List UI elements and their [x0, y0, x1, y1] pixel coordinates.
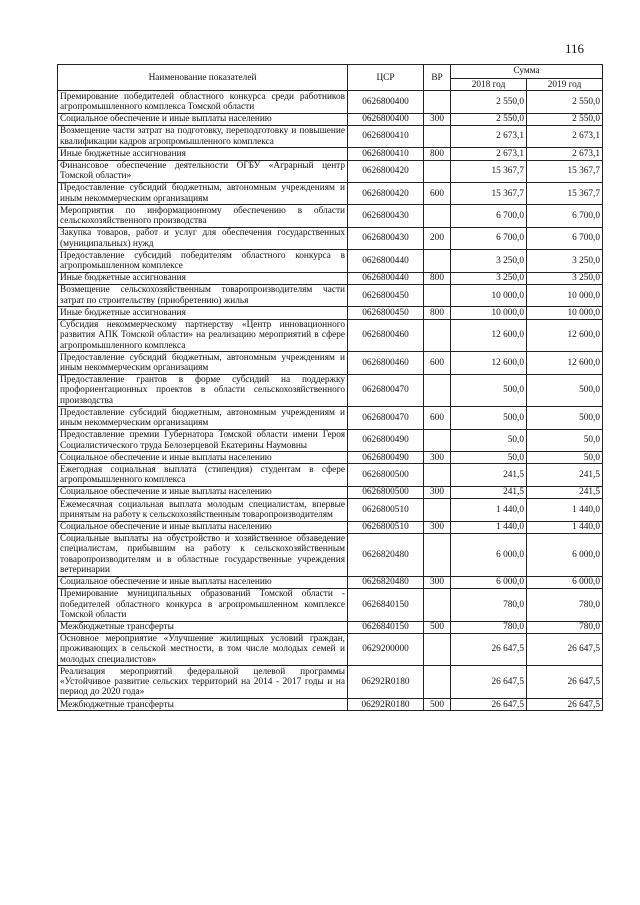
row-code-cell: 0626800440 — [348, 250, 424, 272]
row-2018-cell: 6 000,0 — [451, 576, 527, 588]
table-row — [58, 250, 603, 272]
row-2018-cell: 15 367,7 — [451, 182, 527, 204]
row-2019-cell: 12 600,0 — [527, 352, 603, 374]
row-code-cell: 0626840150 — [348, 588, 424, 621]
row-2019-cell: 2 550,0 — [527, 91, 603, 113]
table-row — [58, 319, 603, 352]
row-vr-cell — [424, 125, 451, 147]
row-code-cell: 0626800510 — [348, 499, 424, 521]
row-name-cell: Предоставление субсидий бюджетным, автономным учреждениям и иным некоммерческим организациям — [58, 352, 348, 374]
row-name-cell: Предоставление субсидий бюджетным, автономным учреждениям и иным некоммерческим организациям — [58, 182, 348, 204]
row-2019-cell: 6 000,0 — [527, 533, 603, 576]
row-vr-cell — [424, 588, 451, 621]
row-2018-cell: 12 600,0 — [451, 319, 527, 352]
row-2018-cell: 3 250,0 — [451, 272, 527, 284]
table-row — [58, 633, 603, 666]
header-name: Наименование показателей — [58, 65, 348, 91]
row-vr-cell — [424, 429, 451, 451]
row-vr-cell: 300 — [424, 576, 451, 588]
row-code-cell: 0626800500 — [348, 464, 424, 486]
row-2019-cell: 50,0 — [527, 429, 603, 451]
row-2018-cell: 1 440,0 — [451, 499, 527, 521]
row-code-cell: 0626800490 — [348, 452, 424, 464]
row-vr-cell: 600 — [424, 182, 451, 204]
row-vr-cell — [424, 499, 451, 521]
row-code-cell: 0626800460 — [348, 352, 424, 374]
row-vr-cell: 300 — [424, 521, 451, 533]
header-2018: 2018 год — [451, 79, 527, 91]
table-row — [58, 125, 603, 147]
table-body — [58, 91, 603, 711]
table-row — [58, 666, 603, 699]
row-2019-cell: 3 250,0 — [527, 272, 603, 284]
row-code-cell: 0626800440 — [348, 272, 424, 284]
row-vr-cell — [424, 284, 451, 306]
row-name-cell: Социальное обеспечение и иные выплаты населению — [58, 113, 348, 125]
row-2019-cell: 26 647,5 — [527, 666, 603, 699]
row-vr-cell — [424, 250, 451, 272]
row-2018-cell: 241,5 — [451, 486, 527, 498]
header-code: ЦСР — [348, 65, 424, 91]
row-vr-cell — [424, 533, 451, 576]
row-2019-cell: 500,0 — [527, 374, 603, 407]
row-name-cell: Субсидия некоммерческому партнерству «Центр инновационного развития АПК Томской области» на реализацию мероприятий в сфере агропромышленного комплекса — [58, 319, 348, 352]
row-code-cell: 0626800470 — [348, 374, 424, 407]
row-2019-cell: 780,0 — [527, 588, 603, 621]
row-vr-cell: 800 — [424, 148, 451, 160]
table-row — [58, 148, 603, 160]
row-code-cell: 0626840150 — [348, 621, 424, 633]
table-row — [58, 486, 603, 498]
row-name-cell: Социальное обеспечение и иные выплаты населению — [58, 452, 348, 464]
row-name-cell: Иные бюджетные ассигнования — [58, 148, 348, 160]
row-code-cell: 0626800470 — [348, 407, 424, 429]
row-vr-cell: 800 — [424, 272, 451, 284]
row-code-cell: 0626800460 — [348, 319, 424, 352]
table-row — [58, 307, 603, 319]
row-vr-cell — [424, 464, 451, 486]
table-row — [58, 407, 603, 429]
row-2018-cell: 6 700,0 — [451, 227, 527, 249]
row-code-cell: 0626800400 — [348, 91, 424, 113]
row-code-cell: 0626800420 — [348, 160, 424, 182]
row-name-cell: Предоставление грантов в форме субсидий на поддержку профориентационных проектов в области сельскохозяйственного производства — [58, 374, 348, 407]
row-name-cell: Предоставление премии Губернатора Томской области имени Героя Социалистического труда Белозерцевой Екатерины Наумовны — [58, 429, 348, 451]
row-vr-cell — [424, 666, 451, 699]
row-2018-cell: 50,0 — [451, 452, 527, 464]
row-2019-cell: 1 440,0 — [527, 499, 603, 521]
row-name-cell: Социальное обеспечение и иные выплаты населению — [58, 521, 348, 533]
row-name-cell: Финансовое обеспечение деятельности ОГБУ «Аграрный центр Томской области» — [58, 160, 348, 182]
row-2019-cell: 2 550,0 — [527, 113, 603, 125]
row-2018-cell: 6 700,0 — [451, 205, 527, 227]
row-2019-cell: 500,0 — [527, 407, 603, 429]
budget-table — [57, 64, 603, 711]
row-2018-cell: 3 250,0 — [451, 250, 527, 272]
row-vr-cell: 800 — [424, 307, 451, 319]
row-2018-cell: 12 600,0 — [451, 352, 527, 374]
table-row — [58, 621, 603, 633]
row-code-cell: 0626800430 — [348, 205, 424, 227]
row-2019-cell: 3 250,0 — [527, 250, 603, 272]
row-2019-cell: 26 647,5 — [527, 633, 603, 666]
row-code-cell: 0626820480 — [348, 576, 424, 588]
row-2018-cell: 26 647,5 — [451, 666, 527, 699]
row-vr-cell — [424, 160, 451, 182]
table-row — [58, 284, 603, 306]
row-vr-cell — [424, 205, 451, 227]
row-2019-cell: 10 000,0 — [527, 307, 603, 319]
row-vr-cell: 600 — [424, 407, 451, 429]
row-vr-cell: 300 — [424, 486, 451, 498]
row-2019-cell: 12 600,0 — [527, 319, 603, 352]
row-code-cell: 0626800490 — [348, 429, 424, 451]
row-2019-cell: 50,0 — [527, 452, 603, 464]
header-vr: ВР — [424, 65, 451, 91]
row-2019-cell: 6 700,0 — [527, 205, 603, 227]
row-2019-cell: 1 440,0 — [527, 521, 603, 533]
table-row — [58, 272, 603, 284]
row-code-cell: 0626800510 — [348, 521, 424, 533]
row-code-cell: 06292R0180 — [348, 666, 424, 699]
row-code-cell: 0626800410 — [348, 125, 424, 147]
row-code-cell: 0626800450 — [348, 284, 424, 306]
row-name-cell: Межбюджетные трансферты — [58, 699, 348, 711]
row-vr-cell: 500 — [424, 621, 451, 633]
page-number: 116 — [565, 41, 585, 56]
row-name-cell: Мероприятия по информационному обеспечению в области сельскохозяйственного производства — [58, 205, 348, 227]
row-name-cell: Предоставление субсидий победителям областного конкурса в агропромышленном комплексе — [58, 250, 348, 272]
row-2019-cell: 241,5 — [527, 486, 603, 498]
table-row — [58, 521, 603, 533]
row-name-cell: Социальные выплаты на обустройство и хозяйственное обзаведение специалистам, прибывшим на работу к сельскохозяйственным товаропроизводителям и в областные государственные учреждения ветеринарии — [58, 533, 348, 576]
row-2019-cell: 6 000,0 — [527, 576, 603, 588]
row-name-cell: Основное мероприятие «Улучшение жилищных условий граждан, проживающих в сельской местности, в том числе молодых семей и молодых специалистов» — [58, 633, 348, 666]
row-2019-cell: 241,5 — [527, 464, 603, 486]
row-code-cell: 0626820480 — [348, 533, 424, 576]
row-name-cell: Социальное обеспечение и иные выплаты населению — [58, 576, 348, 588]
row-2019-cell: 15 367,7 — [527, 182, 603, 204]
row-2018-cell: 2 673,1 — [451, 125, 527, 147]
row-2018-cell: 2 550,0 — [451, 113, 527, 125]
row-name-cell: Премирование муниципальных образований Томской области - победителей областного конкурса в агропромышленном комплексе Томской области — [58, 588, 348, 621]
row-vr-cell: 300 — [424, 452, 451, 464]
row-code-cell: 0626800410 — [348, 148, 424, 160]
row-2018-cell: 2 550,0 — [451, 91, 527, 113]
row-vr-cell — [424, 319, 451, 352]
row-code-cell: 0626800500 — [348, 486, 424, 498]
table-row — [58, 452, 603, 464]
table-row — [58, 429, 603, 451]
row-2019-cell: 6 700,0 — [527, 227, 603, 249]
row-name-cell: Реализация мероприятий федеральной целевой программы «Устойчивое развитие сельских территорий на 2014 - 2017 годы и на период до 2020 года» — [58, 666, 348, 699]
row-2018-cell: 1 440,0 — [451, 521, 527, 533]
table-row — [58, 464, 603, 486]
row-code-cell: 0626800450 — [348, 307, 424, 319]
row-name-cell: Возмещение части затрат на подготовку, переподготовку и повышение квалификации кадров агропромышленного комплекса — [58, 125, 348, 147]
header-sum: Сумма — [451, 65, 603, 79]
table-row — [58, 182, 603, 204]
table-row — [58, 588, 603, 621]
row-2019-cell: 26 647,5 — [527, 699, 603, 711]
row-2018-cell: 50,0 — [451, 429, 527, 451]
row-code-cell: 0626800430 — [348, 227, 424, 249]
table-row — [58, 352, 603, 374]
row-vr-cell — [424, 633, 451, 666]
row-2018-cell: 6 000,0 — [451, 533, 527, 576]
row-2018-cell: 10 000,0 — [451, 284, 527, 306]
row-code-cell: 0626800420 — [348, 182, 424, 204]
table-row — [58, 113, 603, 125]
row-2018-cell: 241,5 — [451, 464, 527, 486]
row-2019-cell: 2 673,1 — [527, 148, 603, 160]
row-2018-cell: 15 367,7 — [451, 160, 527, 182]
row-2018-cell: 780,0 — [451, 621, 527, 633]
row-2019-cell: 780,0 — [527, 621, 603, 633]
row-name-cell: Социальное обеспечение и иные выплаты населению — [58, 486, 348, 498]
row-vr-cell — [424, 91, 451, 113]
row-vr-cell — [424, 374, 451, 407]
row-2019-cell: 10 000,0 — [527, 284, 603, 306]
row-code-cell: 0626800400 — [348, 113, 424, 125]
row-name-cell: Закупка товаров, работ и услуг для обеспечения государственных (муниципальных) нужд — [58, 227, 348, 249]
row-code-cell: 0629200000 — [348, 633, 424, 666]
table-row — [58, 160, 603, 182]
row-2018-cell: 26 647,5 — [451, 633, 527, 666]
row-vr-cell: 200 — [424, 227, 451, 249]
row-2018-cell: 10 000,0 — [451, 307, 527, 319]
row-2019-cell: 2 673,1 — [527, 125, 603, 147]
table-row — [58, 576, 603, 588]
row-name-cell: Предоставление субсидий бюджетным, автономным учреждениям и иным некоммерческим организациям — [58, 407, 348, 429]
row-2018-cell: 500,0 — [451, 374, 527, 407]
row-2018-cell: 26 647,5 — [451, 699, 527, 711]
row-vr-cell: 500 — [424, 699, 451, 711]
row-vr-cell: 300 — [424, 113, 451, 125]
row-name-cell: Иные бюджетные ассигнования — [58, 272, 348, 284]
table-row — [58, 699, 603, 711]
table-row — [58, 533, 603, 576]
table-row — [58, 499, 603, 521]
row-name-cell: Межбюджетные трансферты — [58, 621, 348, 633]
row-code-cell: 06292R0180 — [348, 699, 424, 711]
table-row — [58, 91, 603, 113]
row-2018-cell: 500,0 — [451, 407, 527, 429]
table-row — [58, 227, 603, 249]
table-row — [58, 205, 603, 227]
row-vr-cell: 600 — [424, 352, 451, 374]
row-name-cell: Возмещение сельскохозяйственным товаропроизводителям части затрат по строительству (приобретению) жилья — [58, 284, 348, 306]
row-name-cell: Ежегодная социальная выплата (стипендия) студентам в сфере агропромышленного комплекса — [58, 464, 348, 486]
row-name-cell: Премирование победителей областного конкурса среди работников агропромышленного комплекса Томской области — [58, 91, 348, 113]
row-name-cell: Иные бюджетные ассигнования — [58, 307, 348, 319]
row-2018-cell: 2 673,1 — [451, 148, 527, 160]
header-2019: 2019 год — [527, 79, 603, 91]
row-2018-cell: 780,0 — [451, 588, 527, 621]
table-row — [58, 374, 603, 407]
row-name-cell: Ежемесячная социальная выплата молодым специалистам, впервые принятым на работу к сельскохозяйственным товаропроизводителям — [58, 499, 348, 521]
row-2019-cell: 15 367,7 — [527, 160, 603, 182]
